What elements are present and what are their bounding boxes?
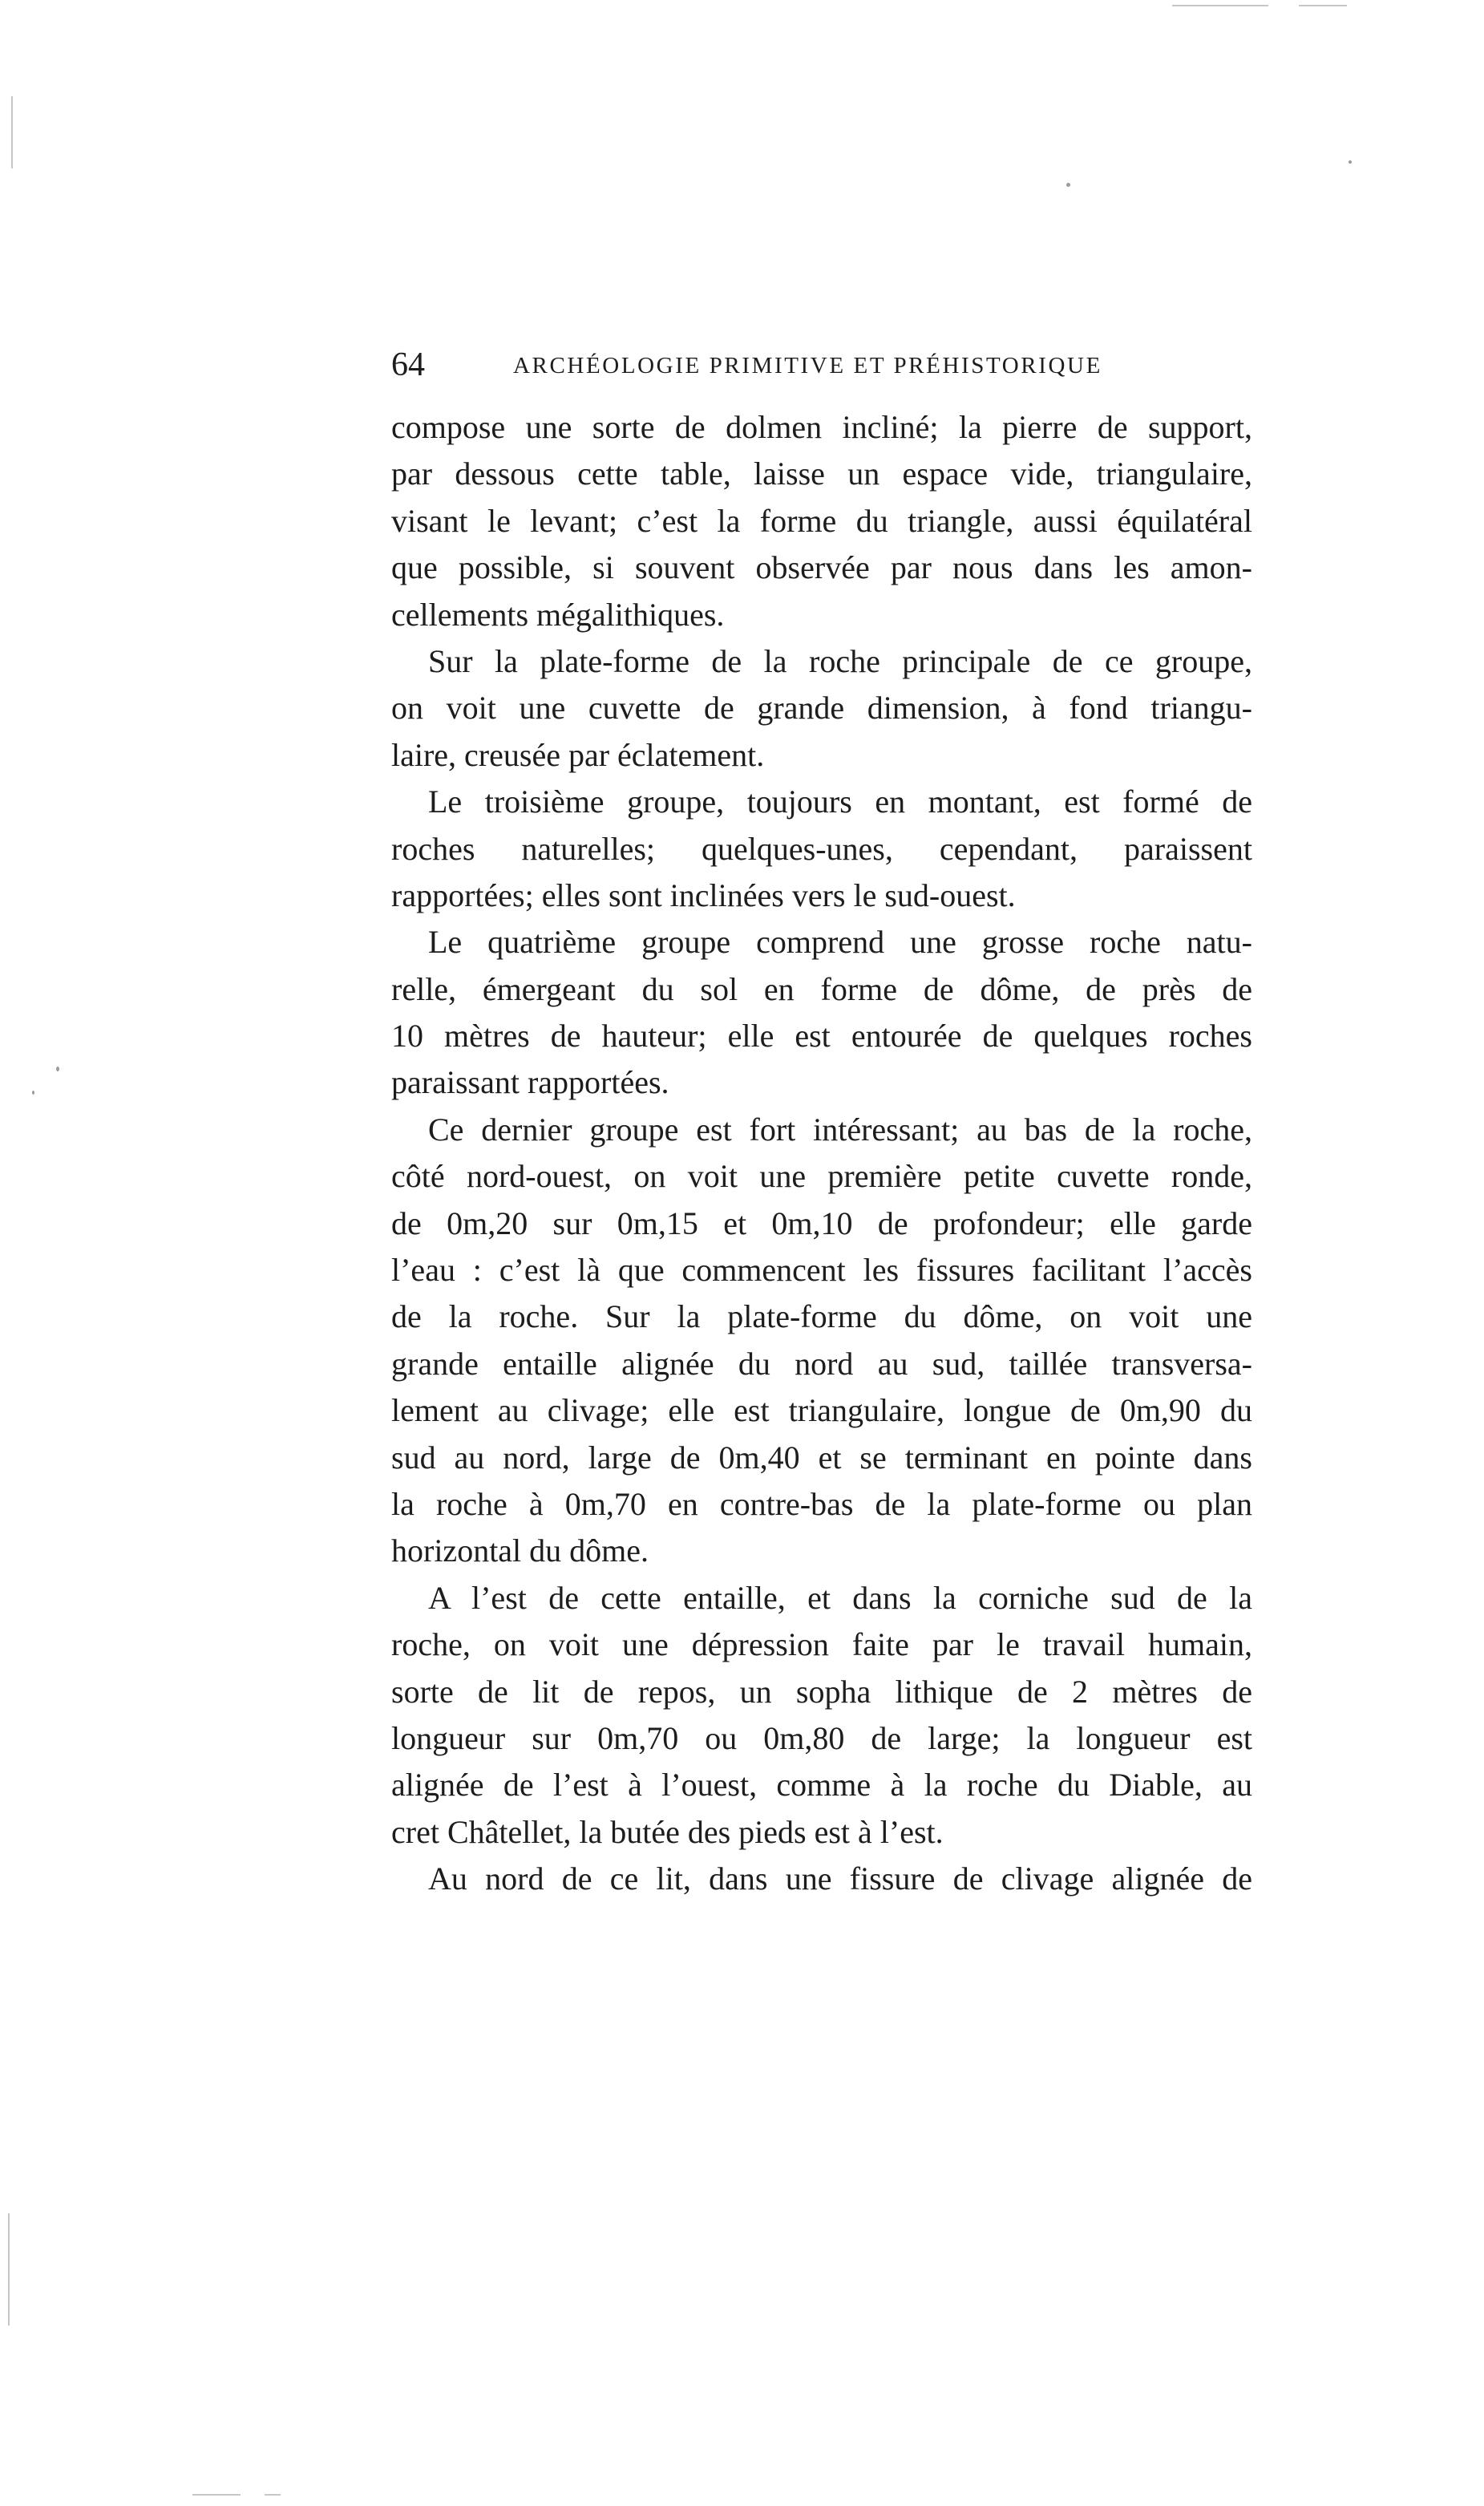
scan-edge-mark [265,2494,281,2496]
text-line: Sur la plate-forme de la roche principale de ce groupe, [428,642,1252,679]
scan-edge-mark [8,2213,10,2326]
text-line: roches naturelles; quelques-unes, cependant, paraissent [391,830,1252,867]
scan-edge-mark [1299,5,1347,6]
text-line: compose une sorte de dolmen incliné; la pierre de support, [391,409,1252,445]
text-line: A l’est de cette entaille, et dans la corniche sud de la [428,1579,1252,1616]
text-line: sud au nord, large de 0m,40 et se terminant en pointe dans [391,1439,1252,1476]
text-line: l’eau : c’est là que commencent les fissures facilitant l’accès [391,1252,1252,1289]
text-line: alignée de l’est à l’ouest, comme à la roche du Diable, au [391,1767,1252,1804]
text-line: relle, émergeant du sol en forme de dôme, de près de [391,970,1252,1007]
text-line: paraissant rapportées. [391,1064,669,1101]
text-line: de la roche. Sur la plate-forme du dôme, on voit une [391,1298,1252,1335]
page-number: 64 [391,346,425,383]
text-line: Au nord de ce lit, dans une fissure de clivage alignée de [428,1860,1252,1897]
running-head [391,345,1252,385]
text-line: par dessous cette table, laisse un espace vide, triangulaire, [391,455,1252,492]
scan-speck [32,1091,34,1095]
scan-edge-mark [192,2494,241,2496]
body-text [391,404,1252,1903]
text-line: que possible, si souvent observée par nous dans les amon- [391,549,1252,586]
text-line: côté nord-ouest, on voit une première petite cuvette ronde, [391,1158,1252,1195]
text-line: sorte de lit de repos, un sopha lithique de 2 mètres de [391,1673,1252,1710]
text-line: longueur sur 0m,70 ou 0m,80 de large; la longueur est [391,1719,1252,1756]
running-head-title: ARCHÉOLOGIE PRIMITIVE ET PRÉHISTORIQUE [513,353,1102,379]
text-line: 10 mètres de hauteur; elle est entourée de quelques roches [391,1018,1252,1055]
text-line: Ce dernier groupe est fort intéressant; au bas de la roche, [428,1111,1252,1148]
text-line: la roche à 0m,70 en contre-bas de la plate-forme ou plan [391,1485,1252,1522]
text-line: on voit une cuvette de grande dimension, à fond triangu- [391,690,1252,727]
text-line: lement au clivage; elle est triangulaire, longue de 0m,90 du [391,1392,1252,1429]
scan-speck [1066,183,1070,187]
text-line: visant le levant; c’est la forme du triangle, aussi équilatéral [391,502,1252,539]
scan-edge-mark [11,96,13,168]
scan-speck [56,1067,59,1071]
scan-edge-mark [1172,5,1268,6]
text-line: Le troisième groupe, toujours en montant, est formé de [428,783,1252,820]
text-line: horizontal du dôme. [391,1532,649,1569]
text-line: cret Châtellet, la butée des pieds est à l’est. [391,1813,944,1850]
text-line: de 0m,20 sur 0m,15 et 0m,10 de profondeur; elle garde [391,1204,1252,1241]
text-line: cellements mégalithiques. [391,596,725,633]
text-line: rapportées; elles sont inclinées vers le sud-ouest. [391,876,1016,913]
text-line: roche, on voit une dépression faite par le travail humain, [391,1626,1252,1663]
text-line: laire, creusée par éclatement. [391,736,765,773]
scan-speck [1349,160,1352,164]
text-line: grande entaille alignée du nord au sud, taillée transversa- [391,1345,1252,1382]
text-line: Le quatrième groupe comprend une grosse roche natu- [428,924,1252,961]
